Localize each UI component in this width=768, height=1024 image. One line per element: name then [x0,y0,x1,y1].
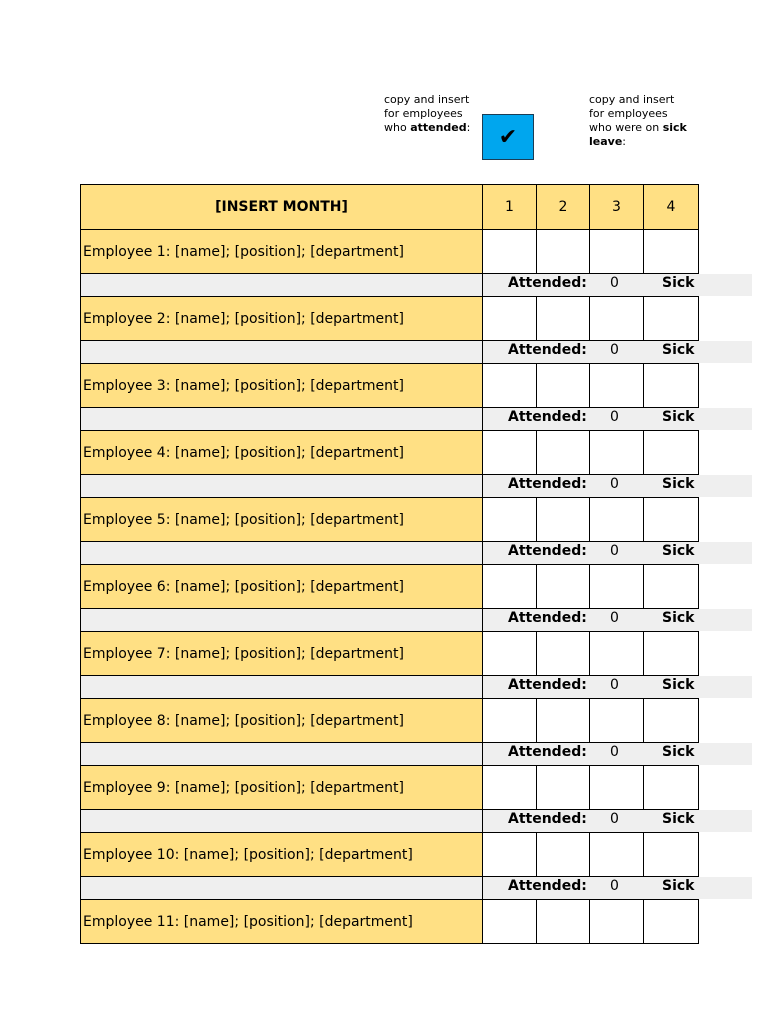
attended-label: Attended: [508,543,587,559]
attendance-cell[interactable] [482,229,537,274]
sick-label: Sick [662,811,695,827]
attendance-cell[interactable] [536,497,590,542]
attended-count: 0 [610,409,619,425]
statistics-name-cell [80,675,483,698]
attended-label: Attended: [508,811,587,827]
attended-check-icon[interactable] [482,114,534,160]
employee-name-cell[interactable]: Employee 2: [name]; [position]; [department] [80,296,483,341]
attended-count: 0 [610,610,619,626]
attendance-cell[interactable] [643,631,699,676]
legend-sick-bold: sick leave [589,121,687,148]
attendance-cell[interactable] [589,497,644,542]
statistics-name-cell [80,273,483,296]
attendance-cell[interactable] [643,296,699,341]
statistics-name-cell [80,876,483,899]
sick-label: Sick [662,476,695,492]
attended-label: Attended: [508,610,587,626]
attendance-cell[interactable] [643,899,699,944]
attendance-cell[interactable] [589,296,644,341]
attended-label: Attended: [508,275,587,291]
attendance-cell[interactable] [482,564,537,609]
statistics-name-cell [80,608,483,631]
employee-name-cell[interactable]: Employee 6: [name]; [position]; [department] [80,564,483,609]
attended-count: 0 [610,744,619,760]
attended-label: Attended: [508,342,587,358]
month-header[interactable]: [INSERT MONTH] [80,184,483,230]
attendance-cell[interactable] [589,631,644,676]
attendance-cell[interactable] [589,564,644,609]
attendance-cell[interactable] [536,899,590,944]
attendance-cell[interactable] [643,832,699,877]
employee-name-cell[interactable]: Employee 10: [name]; [position]; [department] [80,832,483,877]
attendance-cell[interactable] [482,832,537,877]
legend-attended-suffix: : [466,121,471,134]
day-header-1: 1 [482,184,537,230]
attendance-cell[interactable] [589,832,644,877]
attendance-cell[interactable] [643,229,699,274]
attended-count: 0 [610,677,619,693]
attendance-cell[interactable] [482,899,537,944]
employee-name-cell[interactable]: Employee 8: [name]; [position]; [department] [80,698,483,743]
attendance-cell[interactable] [536,229,590,274]
attendance-cell[interactable] [536,832,590,877]
employee-name-cell[interactable]: Employee 11: [name]; [position]; [department] [80,899,483,944]
day-header-3: 3 [589,184,644,230]
sick-label: Sick [662,342,695,358]
legend-attended-text [384,93,484,135]
attended-count: 0 [610,342,619,358]
statistics-name-cell [80,809,483,832]
statistics-name-cell [80,340,483,363]
sick-label: Sick [662,610,695,626]
day-header-2: 2 [536,184,590,230]
attendance-cell[interactable] [589,899,644,944]
attended-label: Attended: [508,878,587,894]
attendance-cell[interactable] [643,497,699,542]
legend-sick-suffix: : [622,135,627,148]
attendance-cell[interactable] [536,631,590,676]
attended-label: Attended: [508,677,587,693]
attendance-cell[interactable] [482,497,537,542]
legend-sick-prefix: copy and insert for employees who were on [589,93,675,134]
sick-label: Sick [662,677,695,693]
day-header-4: 4 [643,184,699,230]
attendance-cell[interactable] [643,564,699,609]
attendance-cell[interactable] [482,430,537,475]
attended-count: 0 [610,811,619,827]
attendance-cell[interactable] [589,698,644,743]
attendance-cell[interactable] [536,296,590,341]
attendance-cell[interactable] [589,430,644,475]
attendance-cell[interactable] [536,765,590,810]
attended-count: 0 [610,275,619,291]
sick-label: Sick [662,275,695,291]
statistics-name-cell [80,407,483,430]
attendance-cell[interactable] [643,698,699,743]
attendance-cell[interactable] [536,698,590,743]
attended-label: Attended: [508,409,587,425]
employee-name-cell[interactable]: Employee 9: [name]; [position]; [department] [80,765,483,810]
attendance-cell[interactable] [589,363,644,408]
attended-label: Attended: [508,744,587,760]
attended-count: 0 [610,476,619,492]
attendance-cell[interactable] [589,229,644,274]
attendance-cell[interactable] [536,430,590,475]
attended-count: 0 [610,543,619,559]
attendance-cell[interactable] [643,430,699,475]
attendance-cell[interactable] [536,564,590,609]
sick-label: Sick [662,744,695,760]
employee-name-cell[interactable]: Employee 5: [name]; [position]; [department] [80,497,483,542]
sick-label: Sick [662,409,695,425]
attendance-cell[interactable] [643,363,699,408]
statistics-name-cell [80,742,483,765]
attendance-cell[interactable] [482,698,537,743]
attended-count: 0 [610,878,619,894]
checkmark-icon: ✔ [498,124,518,150]
employee-name-cell[interactable]: Employee 1: [name]; [position]; [department] [80,229,483,274]
attendance-cell[interactable] [643,765,699,810]
employee-name-cell[interactable]: Employee 7: [name]; [position]; [department] [80,631,483,676]
sick-label: Sick [662,878,695,894]
attendance-cell[interactable] [536,363,590,408]
attendance-cell[interactable] [482,296,537,341]
legend-attended-bold: attended [410,121,467,134]
legend-attended-prefix: copy and insert for employees who [384,93,470,134]
attendance-cell[interactable] [482,631,537,676]
sick-label: Sick [662,543,695,559]
legend-sick-text [589,93,689,149]
statistics-name-cell [80,474,483,497]
attended-label: Attended: [508,476,587,492]
employee-name-cell[interactable]: Employee 4: [name]; [position]; [department] [80,430,483,475]
employee-name-cell[interactable]: Employee 3: [name]; [position]; [department] [80,363,483,408]
statistics-name-cell [80,541,483,564]
attendance-cell[interactable] [482,363,537,408]
attendance-cell[interactable] [482,765,537,810]
attendance-cell[interactable] [589,765,644,810]
